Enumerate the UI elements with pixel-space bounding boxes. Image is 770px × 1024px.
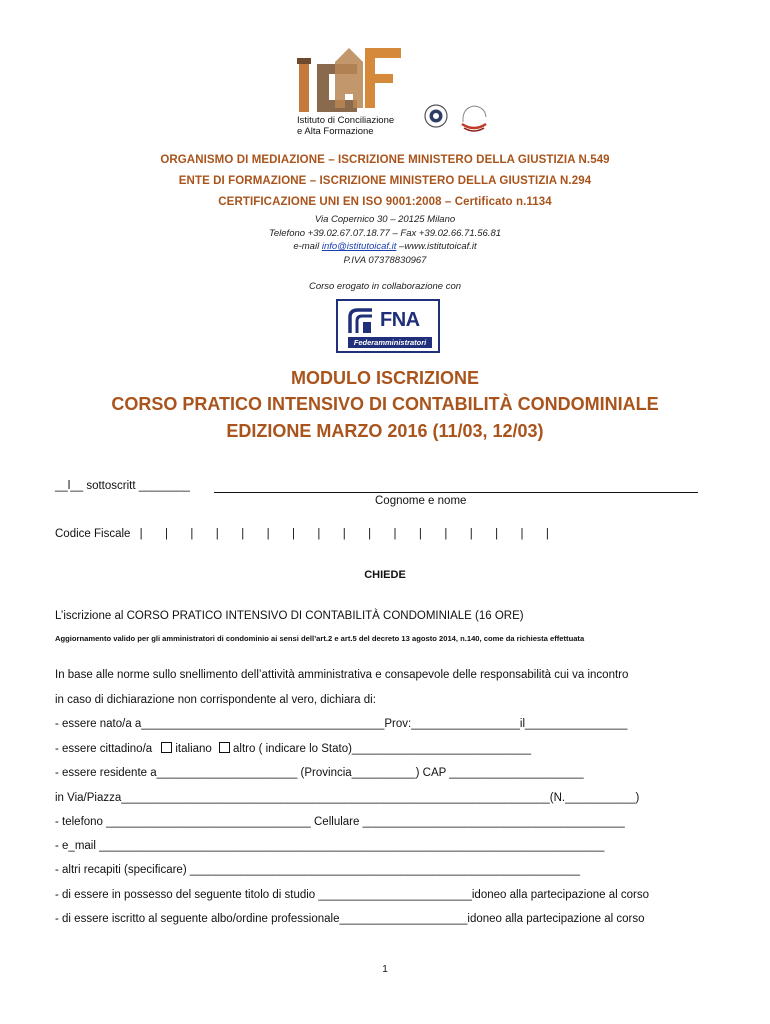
residente-field[interactable]: - essere residente a______________________ (Provincia__________) CAP _____________________ <box>55 767 584 779</box>
org-line-3: CERTIFICAZIONE UNI EN ISO 9001:2008 – Certificato n.1134 <box>218 196 552 208</box>
web-address: –www.istitutoicaf.it <box>396 241 477 252</box>
titolo-studio-field[interactable]: - di essere in possesso del seguente titolo di studio ________________________idoneo alla partecipazione al corso <box>55 889 649 901</box>
address: Via Copernico 30 – 20125 Milano <box>314 214 456 225</box>
accredited-seal-icon <box>424 103 448 134</box>
aggiornamento-note: Aggiornamento valido per gli amministratori di condominio ai sensi dell’art.2 e art.5 del decreto 13 agosto 2014, n.140, come da richiesta effettuata <box>55 634 585 643</box>
icaf-logo <box>295 44 415 137</box>
email-field[interactable]: - e_mail _______________________________________________________________________________ <box>55 840 605 852</box>
sottoscritt-label: __l__ sottoscritt ________ <box>55 480 190 492</box>
chiede-heading: CHIEDE <box>364 569 406 581</box>
via-field[interactable]: in Via/Piazza___________________________________________________________________(N.___________) <box>55 792 640 804</box>
email-prefix: e-mail <box>293 241 322 252</box>
title-line-3: EDIZIONE MARZO 2016 (11/03, 12/03) <box>226 421 544 441</box>
page-number: 1 <box>382 964 388 975</box>
collab-note: Corso erogato in collaborazione con <box>308 281 462 292</box>
icaf-logo-graphic <box>295 44 405 116</box>
piva: P.IVA 07378830967 <box>343 255 427 266</box>
cittadino-label: - essere cittadino/a <box>55 743 153 755</box>
cognome-nome-label: Cognome e nome <box>375 495 467 507</box>
codice-fiscale-boxes[interactable]: | | | | | | | | | | | | | | | | | <box>139 528 549 540</box>
org-line-1: ORGANISMO DI MEDIAZIONE – ISCRIZIONE MINISTERO DELLA GIUSTIZIA N.549 <box>160 154 610 166</box>
italiano-checkbox[interactable] <box>161 742 172 753</box>
fna-emblem-icon <box>346 307 376 335</box>
fna-name: FNA <box>380 309 420 331</box>
fna-logo <box>336 299 440 353</box>
email-web <box>0 241 770 252</box>
logo-line-1: Istituto di Conciliazione <box>297 115 395 126</box>
codice-fiscale-label: Codice Fiscale <box>55 528 131 540</box>
albo-field[interactable]: - di essere iscritto al seguente albo/ordine professionale____________________idoneo alla partecipazione al corso <box>55 913 645 925</box>
logo-line-2: e Alta Formazione <box>297 126 374 137</box>
altro-field[interactable]: altro ( indicare lo Stato)____________________________ <box>233 743 531 755</box>
italiano-label: italiano <box>175 743 212 755</box>
nato-field[interactable]: - essere nato/a a______________________________________Prov:_________________il________________ <box>55 718 628 730</box>
altro-checkbox[interactable] <box>219 742 230 753</box>
title-line-1: MODULO ISCRIZIONE <box>291 368 479 388</box>
intro-line-2: in caso di dichiarazione non corrispondente al vero, dichiara di: <box>55 694 376 706</box>
intro-line-1: In base alle norme sullo snellimento dell’attività amministrativa e consapevole delle responsabilità cui va incontro <box>55 669 629 681</box>
org-line-2: ENTE DI FORMAZIONE – ISCRIZIONE MINISTERO DELLA GIUSTIZIA N.294 <box>178 175 592 187</box>
iscrizione-text: L’iscrizione al CORSO PRATICO INTENSIVO DI CONTABILITÀ CONDOMINIALE (16 ORE) <box>55 610 524 622</box>
title-line-2: CORSO PRATICO INTENSIVO DI CONTABILITÀ CONDOMINIALE <box>111 394 659 414</box>
phone-fax: Telefono +39.02.67.07.18.77 – Fax +39.02.66.71.56.81 <box>268 228 502 239</box>
cittadino-row <box>55 742 531 755</box>
fna-subtitle: Federamministratori <box>348 337 432 348</box>
email-link[interactable]: info@istitutoicaf.it <box>321 241 397 252</box>
codice-fiscale-row <box>55 528 549 540</box>
telefono-field[interactable]: - telefono ________________________________ Cellulare _________________________________________ <box>55 816 625 828</box>
altri-recapiti-field[interactable]: - altri recapiti (specificare) _____________________________________________________________ <box>55 864 580 876</box>
name-field-line[interactable] <box>214 492 698 493</box>
certification-seal-icon <box>458 102 490 137</box>
